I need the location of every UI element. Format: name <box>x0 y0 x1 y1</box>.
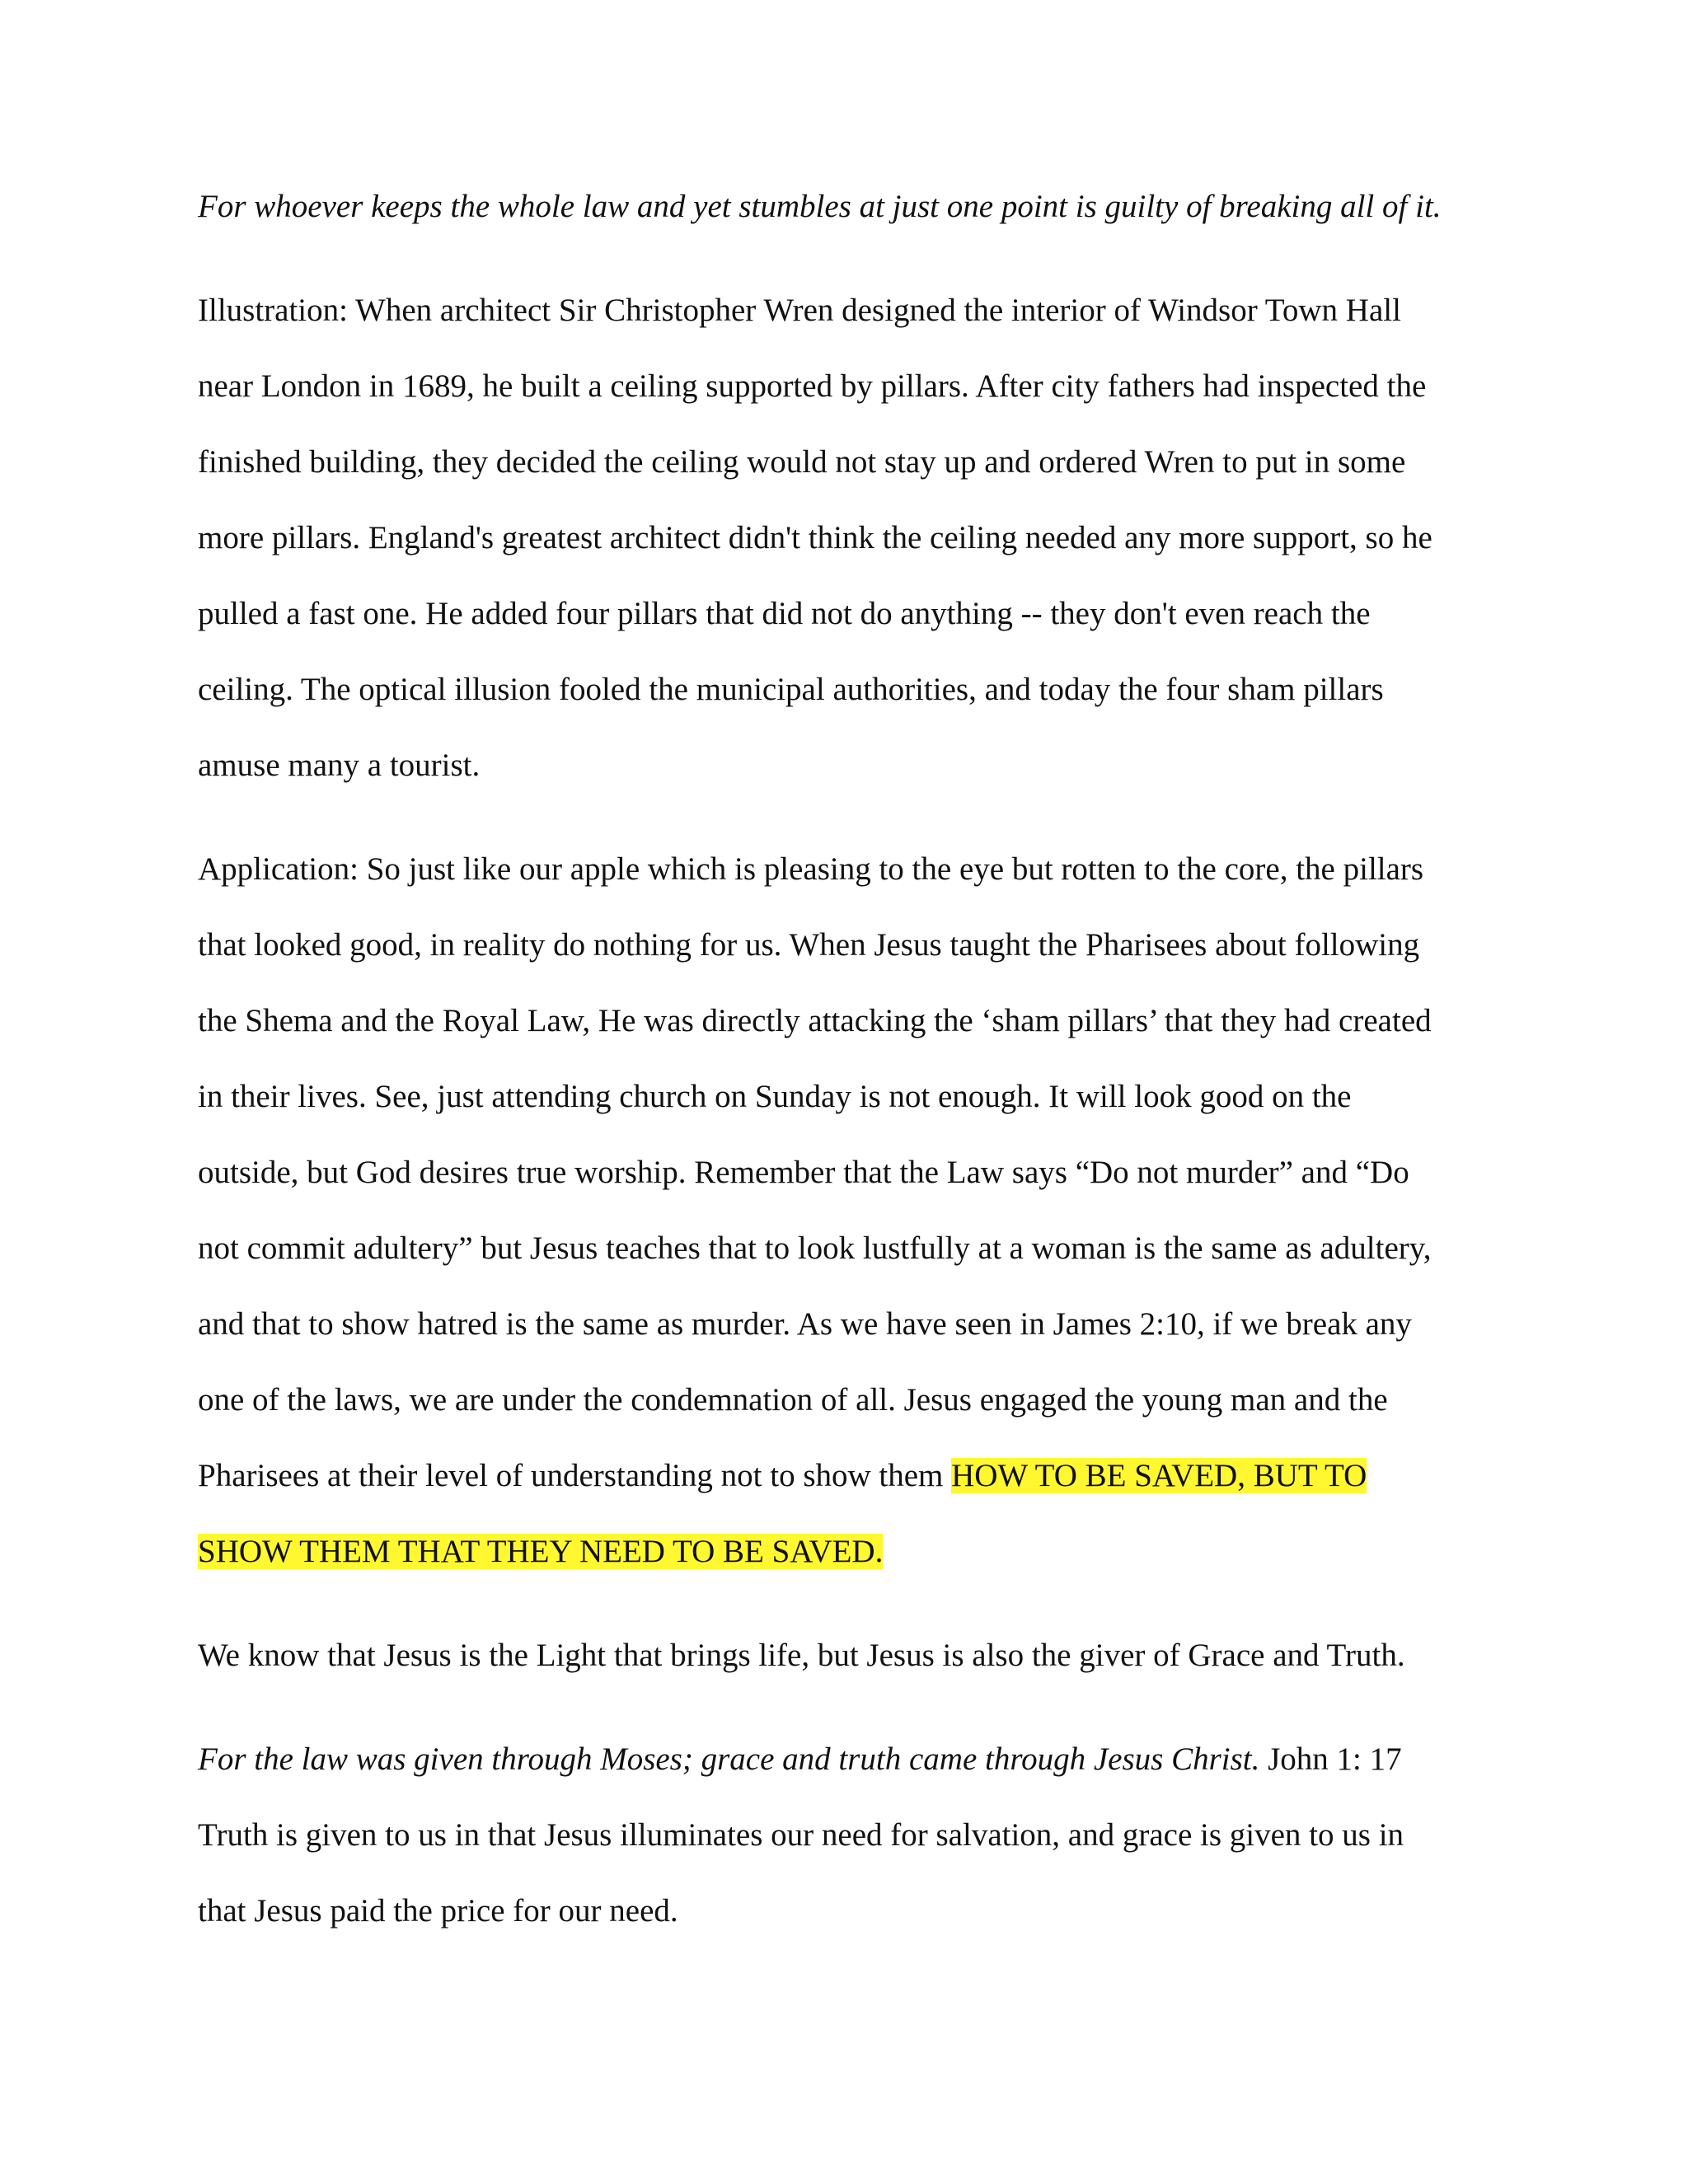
paragraph-line: Illustration: When architect Sir Christopher Wren designed the interior of Windsor Town Hall <box>198 293 1401 328</box>
highlighted-text: HOW TO BE SAVED, BUT TO <box>951 1458 1367 1493</box>
paragraph-line: that looked good, in reality do nothing for us. When Jesus taught the Pharisees about following <box>198 927 1420 963</box>
document-body <box>198 188 1500 1949</box>
paragraph-line <box>198 1514 1500 1590</box>
paragraph-line: in their lives. See, just attending church on Sunday is not enough. It will look good on the <box>198 1079 1352 1114</box>
truth-paragraph <box>198 1797 1500 1949</box>
paragraph-line: finished building, they decided the ceiling would not stay up and ordered Wren to put in some <box>198 444 1406 480</box>
scripture-reference: John 1: 17 <box>1259 1741 1402 1777</box>
paragraph-line: ceiling. The optical illusion fooled the municipal authorities, and today the four sham pillars <box>198 672 1384 707</box>
scripture-quote-james: For whoever keeps the whole law and yet stumbles at just one point is guilty of breaking all of it. <box>198 189 1442 224</box>
paragraph-line: Truth is given to us in that Jesus illuminates our need for salvation, and grace is given to us in <box>198 1817 1404 1853</box>
paragraph-line: Application: So just like our apple which is pleasing to the eye but rotten to the core, the pillars <box>198 851 1424 887</box>
plain-text: Pharisees at their level of understanding not to show them <box>198 1458 952 1493</box>
paragraph-line: outside, but God desires true worship. Remember that the Law says “Do not murder” and “Do <box>198 1155 1409 1190</box>
illustration-paragraph <box>198 273 1500 804</box>
paragraph-line: more pillars. England's greatest architect didn't think the ceiling needed any more support, so he <box>198 520 1432 555</box>
highlighted-text: SHOW THEM THAT THEY NEED TO BE SAVED. <box>198 1534 884 1569</box>
paragraph-line <box>198 1438 1500 1514</box>
scripture-text: For the law was given through Moses; grace and truth came through Jesus Christ. <box>198 1741 1260 1777</box>
paragraph-line: and that to show hatred is the same as murder. As we have seen in James 2:10, if we break any <box>198 1306 1412 1342</box>
paragraph-line: near London in 1689, he built a ceiling supported by pillars. After city fathers had inspected the <box>198 368 1427 404</box>
paragraph-line: not commit adultery” but Jesus teaches that to look lustfully at a woman is the same as adultery, <box>198 1230 1432 1266</box>
scripture-quote-john <box>198 1722 1500 1797</box>
paragraph-line: the Shema and the Royal Law, He was directly attacking the ‘sham pillars’ that they had created <box>198 1003 1432 1038</box>
paragraph-line: that Jesus paid the price for our need. <box>198 1893 678 1929</box>
paragraph-line: one of the laws, we are under the condemnation of all. Jesus engaged the young man and the <box>198 1382 1388 1418</box>
paragraph-line: amuse many a tourist. <box>198 748 481 783</box>
light-statement: We know that Jesus is the Light that brings life, but Jesus is also the giver of Grace and Truth. <box>198 1638 1405 1673</box>
application-paragraph <box>198 832 1500 1590</box>
paragraph-line: pulled a fast one. He added four pillars that did not do anything -- they don't even reach the <box>198 596 1371 631</box>
